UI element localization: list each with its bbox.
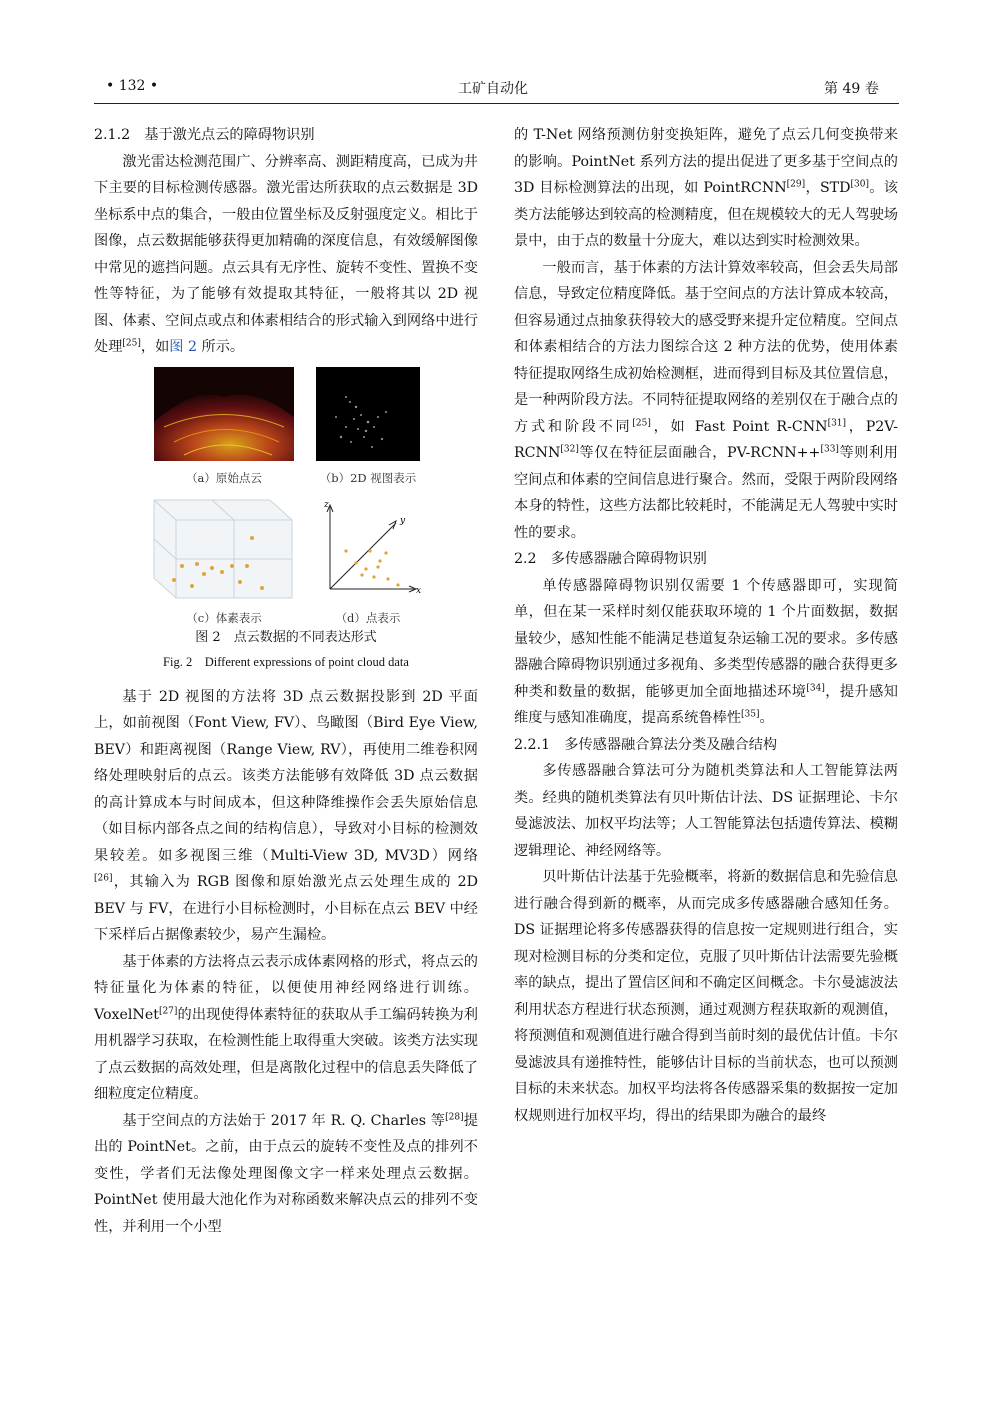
paragraph: 激光雷达检测范围广、分辨率高、测距精度高，已成为井下主要的目标检测传感器。激光雷达所获取的点云数据是 3D 坐标系中点的集合，一般由位置坐标及反射强度定义。相比于图像，点云数据能够获得更加精确的深度信息，有效缓解图像中常见的遮挡问题。点云具有无序性、旋转不变性、置换不变性等特征，为了能够有效提取其特征，一般将其以 2D 视图、体素、空间点或点和体素相结合的形式输入到网络中进行处理[25]，如图 2 所示。 (94, 153, 478, 355)
journal-title: 工矿自动化 (458, 81, 528, 97)
section-title-2-2: 2.2 多传感器融合障碍物识别 (514, 551, 707, 567)
figure-caption-en: Fig. 2 Different expressions of point cloud data (163, 654, 409, 669)
paragraph: 的 T-Net 网络预测仿射变换矩阵，避免了点云几何变换带来的影响。PointNet 系列方法的提出促进了更多基于空间点的 3D 目标检测算法的出现，如 PointRCNN[29]，STD[30]。该类方法能够达到较高的检测精度，但在规模较大的无人驾驶场景中，由于点的数量十分庞大，难以达到实时检测效果。 (514, 127, 898, 249)
right-column (514, 122, 898, 1129)
caption-c: （c）体素表示 (186, 610, 262, 625)
header-rule (94, 103, 899, 104)
paragraph: 贝叶斯估计法基于先验概率，将新的数据信息和先验信息进行融合得到新的概率，从而完成多传感器融合感知任务。DS 证据理论将多传感器获得的信息按一定规则进行组合，实现对检测目标的分类和定位，克服了贝叶斯估计法需要先验概率的缺点，提出了置信区间和不确定区间概念。卡尔曼滤波法利用状态方程进行状态预测，通过观测方程获取新的观测值，将预测值和观测值进行融合得到当前时刻的最优估计值。卡尔曼滤波具有递推特性，能够估计目标的当前状态，也可以预测目标的未来状态。加权平均法将各传感器采集的数据按一定加权规则进行加权平均，得出的结果即为融合的最终 (514, 869, 898, 1124)
point-representation-image (316, 493, 424, 599)
paragraph: 基于 2D 视图的方法将 3D 点云数据投影到 2D 平面上，如前视图（Font View, FV）、鸟瞰图（Bird Eye View, BEV）和距离视图（Range View, RV），再使用二维卷积网络处理映射后的点云。该类方法能够有效降低 3D 点云数据的高计算成本与时间成本，但这种降维操作会丢失原始信息（如目标内部各点之间的结构信息），导致对小目标的检测效果较差。如多视图三维（Multi-View 3D, MV3D）网络[26]，其输入为 RGB 图像和原始激光点云处理生成的 2D BEV 与 FV，在进行小目标检测时，小目标在点云 BEV 中经下采样后占据像素较少，易产生漏检。 (94, 688, 478, 943)
svg-text:x: x (416, 585, 422, 596)
voxel-image (152, 490, 296, 600)
paragraph: 多传感器融合算法可分为随机类算法和人工智能算法两类。经典的随机类算法有贝叶斯估计法、DS 证据理论、卡尔曼滤波法、加权平均法等；人工智能算法包括遗传算法、模糊逻辑理论、神经网络等。 (514, 763, 898, 859)
svg-text:z: z (324, 499, 329, 510)
volume-number: 第 49 卷 (824, 81, 879, 97)
section-title-2-1-2: 2.1.2 基于激光点云的障碍物识别 (94, 127, 315, 143)
2d-view-image (316, 367, 420, 461)
paragraph: 基于空间点的方法始于 2017 年 R. Q. Charles 等[28]提出的 PointNet。之前，由于点云的旋转不变性及点的排列不变性，学者们无法像处理图像文字一样来处理点云数据。PointNet 使用最大池化作为对称函数来解决点云的排列不变性，并利用一个小型 (94, 1111, 478, 1235)
caption-b: （b）2D 视图表示 (319, 470, 417, 485)
figure-link[interactable]: 图 2 (169, 339, 197, 355)
paragraph: 单传感器障碍物识别仅需要 1 个传感器即可，实现简单，但在某一采样时刻仅能获取环境的 1 个片面数据，数据量较少，感知性能不能满足巷道复杂运输工况的要求。多传感器融合障碍物识别通过多视角、多类型传感器的融合获得更多种类和数量的数据，能够更加全面地描述环境[34]，提升感知维度与感知准确度，提高系统鲁棒性[35]。 (514, 577, 898, 726)
page-number: • 132 • (106, 78, 159, 94)
figure-caption-cn: 图 2 点云数据的不同表达形式 (195, 629, 377, 645)
left-column (94, 122, 478, 1240)
caption-a: （a）原始点云 (186, 470, 262, 485)
caption-d: （d）点表示 (335, 610, 401, 625)
section-title-2-2-1: 2.2.1 多传感器融合算法分类及融合结构 (514, 736, 778, 753)
figure-2 (94, 365, 478, 720)
paragraph: 一般而言，基于体素的方法计算效率较高，但会丢失局部信息，导致定位精度降低。基于空间点的方法计算成本较高，但容易通过点抽象获得较大的感受野来提升定位精度。空间点和体素相结合的方法力图综合这 2 种方法的优势，使用体素特征提取网络生成初始检测框，进而得到目标及其位置信息，是一种两阶段方法。不同特征提取网络的差别仅在于融合点的方式和阶段不同[25]，如 Fast Point R-CNN[31]，P2V-RCNN[32]等仅在特征层面融合，PV-RCNN++[33]等则利用空间点和体素的空间信息进行聚合。然而，受限于两阶段网络本身的特性，这些方法都比较耗时，不能满足无人驾驶中实时性的要求。 (514, 259, 898, 541)
paragraph: 基于体素的方法将点云表示成体素网格的形式，将点云的特征量化为体素的特征，以便使用神经网络进行训练。VoxelNet[27]的出现使得体素特征的获取从手工编码转换为利用机器学习获取，在检测性能上取得重大突破。该类方法实现了点云数据的高效处理，但是离散化过程中的信息丢失降低了细粒度定位精度。 (94, 953, 478, 1102)
raw-point-cloud-image (154, 367, 294, 461)
svg-text:y: y (400, 515, 406, 526)
